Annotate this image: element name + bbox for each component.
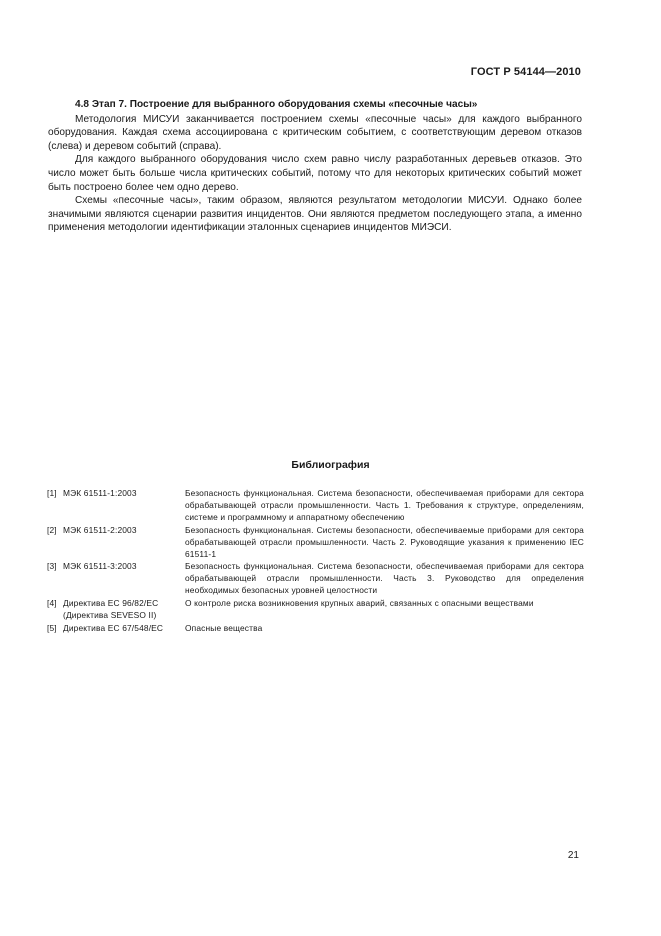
bibliography-code: Директива ЕС 96/82/ЕС (Директива SEVESO II) bbox=[63, 598, 159, 621]
bibliography-code: Директива ЕС 67/548/ЕС bbox=[63, 622, 164, 633]
bibliography-number: [2] bbox=[47, 524, 57, 535]
bibliography-number: [3] bbox=[47, 561, 57, 572]
paragraph: Схемы «песочные часы», таким образом, являются результатом методологии МИСУИ. Однако более значимыми являются сценарии развития инцидентов. Они являются предметом последующего этапа, а именно применения методологии идентификации эталонных сценариев инцидентов МИЭСИ. bbox=[48, 195, 582, 234]
paragraph: Методология МИСУИ заканчивается построением схемы «песочные часы» для каждого выбранного оборудования. Каждая схема ассоциирована с критическим событием, с соответствующим деревом отказов (слева) и деревом событий (справа). bbox=[48, 113, 582, 152]
bibliography-list bbox=[47, 488, 584, 636]
bibliography-code: МЭК 61511-1:2003 bbox=[63, 488, 137, 498]
bibliography-code: МЭК 61511-2:2003 bbox=[63, 524, 137, 535]
bibliography-item bbox=[47, 623, 584, 635]
bibliography-text: Опасные вещества bbox=[185, 622, 263, 633]
section-title: 4.8 Этап 7. Построение для выбранного оборудования схемы «песочные часы» bbox=[75, 99, 478, 110]
paragraph: Для каждого выбранного оборудования число схем равно числу разработанных деревьев отказов. Это число может быть больше числа критических событий, потому что для некоторых критических событий может быть построено более чем одно дерево. bbox=[48, 154, 582, 193]
bibliography-text: Безопасность функциональная. Система безопасности, обеспечиваемая приборами для сектора обрабатывающей отрасли промышленности. Часть 3. Руководство для определения необходимых безопасных уровней целостности bbox=[185, 561, 584, 596]
page-number: 21 bbox=[567, 850, 579, 861]
bibliography-item bbox=[47, 598, 584, 622]
bibliography-code: МЭК 61511-3:2003 bbox=[63, 561, 137, 572]
bibliography-text: Безопасность функциональная. Системы безопасности, обеспечиваемые приборами для сектора обрабатывающей отрасли промышленности. Часть 2. Руководящие указания к применению IEC 61511-1 bbox=[185, 524, 584, 559]
bibliography-text: Безопасность функциональная. Система безопасности, обеспечиваемая приборами для сектора обрабатывающей отрасли промышленности. Часть 1. Требования к структуре, определениям, системе и программному и аппаратному обеспечению bbox=[185, 488, 584, 522]
bibliography-number: [5] bbox=[47, 622, 57, 633]
bibliography-title: Библиография bbox=[291, 459, 370, 471]
bibliography-item bbox=[47, 488, 584, 524]
section-4-8 bbox=[48, 98, 582, 235]
bibliography-number: [1] bbox=[47, 488, 57, 498]
bibliography-item bbox=[47, 525, 584, 561]
bibliography-item bbox=[47, 561, 584, 597]
bibliography-text: О контроле риска возникновения крупных аварий, связанных с опасными веществами bbox=[185, 598, 534, 609]
document-code: ГОСТ Р 54144—2010 bbox=[470, 66, 581, 78]
bibliography-number: [4] bbox=[47, 598, 57, 609]
